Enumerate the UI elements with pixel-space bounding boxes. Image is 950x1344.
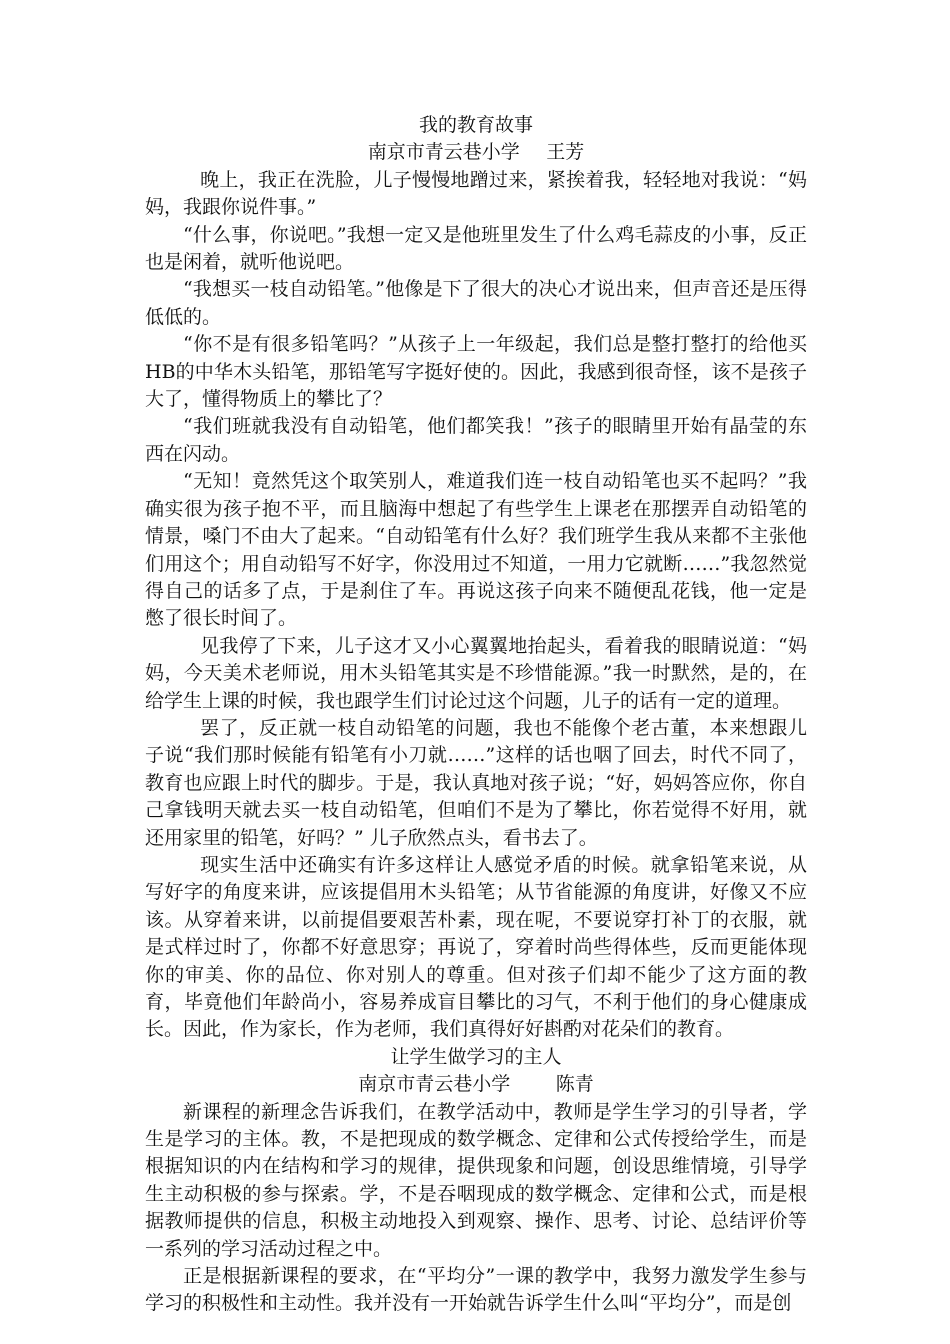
article-2-paragraph: 正是根据新课程的要求，在“平均分”一课的教学中，我努力激发学生参与学习的积极性和主动性。我并没有一开始就告诉学生什么叫“平均分”，而是创: [145, 1265, 807, 1315]
article-2-author: 陈青: [555, 1073, 594, 1096]
article-1-school: 南京市青云巷小学: [367, 141, 520, 164]
article-1-author: 王芳: [546, 141, 585, 164]
article-1-paragraph: “什么事，你说吧。”我想一定又是他班里发生了什么鸡毛蒜皮的小事，反正也是闲着，就听他说吧。: [145, 223, 807, 274]
article-1-paragraph: “我们班就我没有自动铅笔，他们都笑我！”孩子的眼睛里开始有晶莹的东西在闪动。: [145, 415, 807, 465]
article-2-byline: [145, 1071, 807, 1098]
article-1-paragraph: 晚上，我正在洗脸，儿子慢慢地蹭过来，紧挨着我，轻轻地对我说：“妈妈，我跟你说件事。”: [145, 168, 807, 219]
article-1-byline: [145, 139, 807, 166]
article-1-paragraph: “无知！竟然凭这个取笑别人，难道我们连一枝自动铅笔也买不起吗？”我确实很为孩子抱不平，而且脑海中想起了有些学生上课老在那摆弄自动铅笔的情景，嗓门不由大了起来。“自动铅笔有什么好？我们班学生我从来都不主张他们用这个；用自动铅写不好字，你没用过不知道，一用力它就断……”我忽然觉得自己的话多了点，于是刹住了车。再说这孩子向来不随便乱花钱，他一定是憋了很长时间了。: [145, 470, 807, 630]
article-2-title: 让学生做学习的主人: [390, 1045, 562, 1068]
article-1-title: 我的教育故事: [418, 114, 533, 136]
article-1-paragraph: 见我停了下来，儿子这才又小心翼翼地抬起头，看着我的眼睛说道：“妈妈，今天美术老师说，用木头铅笔其实是不珍惜能源。”我一时默然，是的，在给学生上课的时候，我也跟学生们讨论过这个问题，儿子的话有一定的道理。: [145, 634, 807, 712]
article-1-paragraph: “你不是有很多铅笔吗？”从孩子上一年级起，我们总是整打整打的给他买HB的中华木头铅笔，那铅笔写字挺好使的。因此，我感到很奇怪，该不是孩子大了，懂得物质上的攀比了？: [145, 333, 807, 411]
article-1-paragraph: 罢了，反正就一枝自动铅笔的问题，我也不能像个老古董，本来想跟儿子说“我们那时候能有铅笔有小刀就……”这样的话也咽了回去，时代不同了，教育也应跟上时代的脚步。于是，我认真地对孩子说；“好，妈妈答应你，你自己拿钱明天就去买一枝自动铅笔，但咱们不是为了攀比，你若觉得不好用，就还用家里的铅笔，好吗？” 儿子欣然点头，看书去了。: [145, 716, 807, 849]
article-2-paragraph: 新课程的新理念告诉我们，在教学活动中，教师是学生学习的引导者，学生是学习的主体。教，不是把现成的数学概念、定律和公式传授给学生，而是根据知识的内在结构和学习的规律，提供现象和问题，创设思维情境，引导学生主动积极的参与探索。学，不是吞咽现成的数学概念、定律和公式，而是根据教师提供的信息，积极主动地投入到观察、操作、思考、讨论、总结评价等一系列的学习活动过程之中。: [145, 1100, 807, 1260]
article-1-paragraph: 现实生活中还确实有许多这样让人感觉矛盾的时候。就拿铅笔来说，从写好字的角度来讲，应该提倡用木头铅笔；从节省能源的角度讲，好像又不应该。从穿着来讲，以前提倡要艰苦朴素，现在呢，不要说穿打补丁的衣服，就是式样过时了，你都不好意思穿；再说了，穿着时尚些得体些，反而更能体现你的审美、你的品位、你对别人的尊重。但对孩子们却不能少了这方面的教育，毕竟他们年龄尚小，容易养成盲目攀比的习气，不利于他们的身心健康成长。因此，作为家长，作为老师，我们真得好好斟酌对花朵们的教育。: [145, 853, 807, 1041]
article-2-school: 南京市青云巷小学: [358, 1073, 511, 1096]
document-page: [145, 112, 807, 1318]
article-1-paragraph: “我想买一枝自动铅笔。”他像是下了很大的决心才说出来，但声音还是压得低低的。: [145, 278, 807, 328]
